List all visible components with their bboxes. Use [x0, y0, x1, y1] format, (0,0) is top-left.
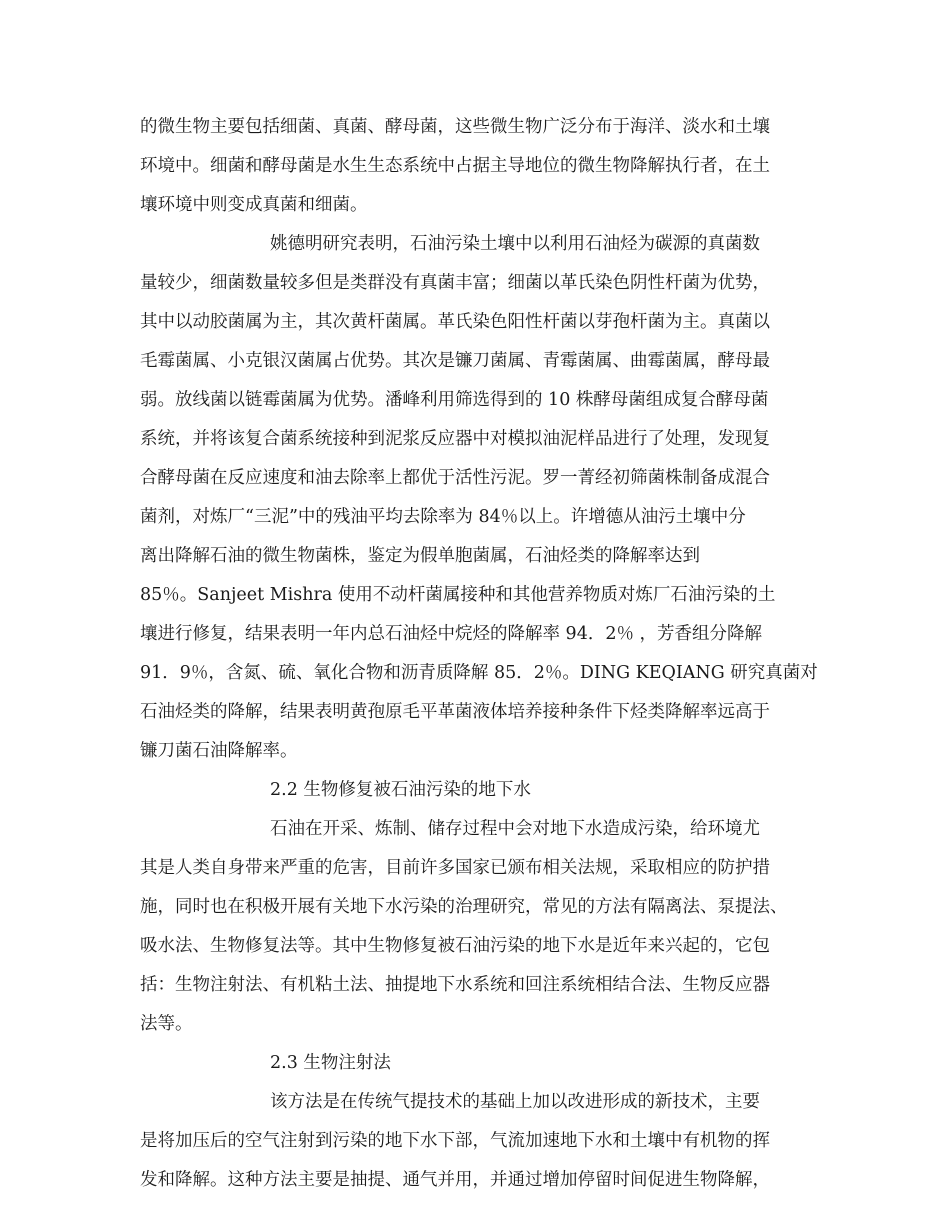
- text-line: 环境中。细菌和酵母菌是水生生态系统中占据主导地位的微生物降解执行者，在土: [140, 156, 770, 176]
- text-line: 其是人类自身带来严重的危害，目前许多国家已颁布相关法规，采取相应的防护措: [140, 858, 770, 878]
- text-line: 菌剂，对炼厂“三泥”中的残油平均去除率为 84％以上。许增德从油污土壤中分: [140, 507, 746, 527]
- text-line: 括：生物注射法、有机粘土法、抽提地下水系统和回注系统相结合法、生物反应器: [140, 975, 770, 995]
- text-line: 合酵母菌在反应速度和油去除率上都优于活性污泥。罗一菁经初筛菌株制备成混合: [140, 468, 770, 488]
- text-line: 量较少，细菌数量较多但是类群没有真菌丰富；细菌以革氏染色阴性杆菌为优势，: [140, 273, 770, 293]
- section-heading: 2.2 生物修复被石油污染的地下水: [270, 780, 531, 800]
- text-line: 毛霉菌属、小克银汉菌属占优势。其次是镰刀菌属、青霉菌属、曲霉菌属，酵母最: [140, 351, 770, 371]
- text-line: 施，同时也在积极开展有关地下水污染的治理研究，常见的方法有隔离法、泵提法、: [140, 897, 788, 917]
- text-line: 系统，并将该复合菌系统接种到泥浆反应器中对模拟油泥样品进行了处理，发现复: [140, 429, 770, 449]
- text-line: 85％。Sanjeet Mishra 使用不动杆菌属接种和其他营养物质对炼厂石油污染的土: [140, 585, 776, 605]
- text-line: 壤环境中则变成真菌和细菌。: [140, 195, 368, 215]
- text-line: 镰刀菌石油降解率。: [140, 741, 298, 761]
- text-line: 吸水法、生物修复法等。其中生物修复被石油污染的地下水是近年来兴起的，它包: [140, 936, 770, 956]
- text-line: 石油烃类的降解，结果表明黄孢原毛平革菌液体培养接种条件下烃类降解率远高于: [140, 702, 770, 722]
- text-line: 是将加压后的空气注射到污染的地下水下部，气流加速地下水和土壤中有机物的挥: [140, 1131, 770, 1151]
- text-line: 壤进行修复，结果表明一年内总石油烃中烷烃的降解率 94．2％ ，芳香组分降解: [140, 624, 763, 644]
- text-line: 法等。: [140, 1014, 193, 1034]
- paragraph-first-line: 石油在开采、炼制、储存过程中会对地下水造成污染，给环境尤: [270, 819, 760, 839]
- text-line: 发和降解。这种方法主要是抽提、通气并用，并通过增加停留时间促进生物降解，: [140, 1170, 770, 1190]
- text-line: 91．9％，含氮、硫、氧化合物和沥青质降解 85．2％。DING KEQIANG 研究真菌对: [140, 663, 818, 683]
- text-line: 离出降解石油的微生物菌株，鉴定为假单胞菌属，石油烃类的降解率达到: [140, 546, 700, 566]
- section-heading: 2.3 生物注射法: [270, 1053, 391, 1073]
- text-line: 弱。放线菌以链霉菌属为优势。潘峰利用筛选得到的 10 株酵母菌组成复合酵母菌: [140, 390, 769, 410]
- text-line: 其中以动胶菌属为主，其次黄杆菌属。革氏染色阳性杆菌以芽孢杆菌为主。真菌以: [140, 312, 770, 332]
- text-line: 的微生物主要包括细菌、真菌、酵母菌，这些微生物广泛分布于海洋、淡水和土壤: [140, 117, 770, 137]
- paragraph-first-line: 姚德明研究表明，石油污染土壤中以利用石油烃为碳源的真菌数: [270, 234, 760, 254]
- paragraph-first-line: 该方法是在传统气提技术的基础上加以改进形成的新技术，主要: [270, 1092, 760, 1112]
